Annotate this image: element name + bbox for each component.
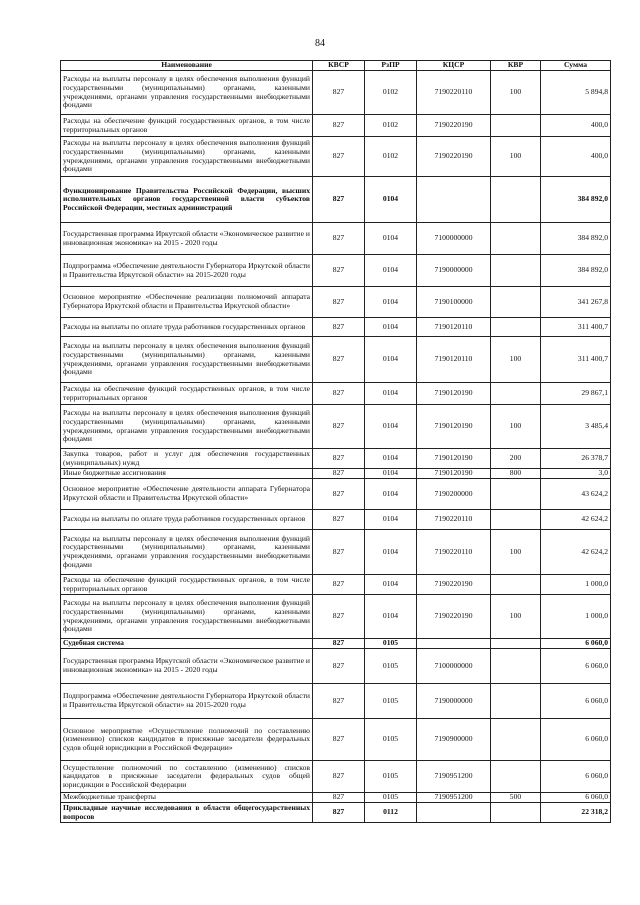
table-row [61,793,611,803]
cell-kvsr: 827 [313,639,365,649]
cell-name: Основное мероприятие «Обеспечение реализации полномочий аппарата Губернатора Иркутской области и Правительства Иркутской области» [61,287,313,318]
cell-sum: 311 400,7 [541,337,611,383]
table-header-row [61,61,611,71]
cell-kvsr: 827 [313,115,365,137]
cell-name: Подпрограмма «Обеспечение деятельности Губернатора Иркутской области и Правительства Иркутской области» на 2015-2020 годы [61,255,313,287]
cell-kvr [491,318,541,337]
cell-kvr: 500 [491,793,541,803]
table-row [61,479,611,510]
table-row [61,71,611,115]
cell-name: Подпрограмма «Обеспечение деятельности Губернатора Иркутской области и Правительства Иркутской области» на 2015-2020 годы [61,684,313,719]
cell-rzpr: 0104 [365,337,417,383]
cell-rzpr: 0104 [365,287,417,318]
cell-rzpr: 0104 [365,530,417,575]
cell-name: Осуществление полномочий по составлению (изменению) списков кандидатов в присяжные заседатели федеральных судов общей юрисдикции в Российской Федерации [61,761,313,793]
cell-rzpr: 0105 [365,719,417,761]
cell-kvr [491,115,541,137]
cell-kvsr: 827 [313,223,365,255]
table-row [61,318,611,337]
cell-kvsr: 827 [313,575,365,595]
cell-kvsr: 827 [313,177,365,223]
cell-kvsr: 827 [313,337,365,383]
cell-rzpr: 0105 [365,793,417,803]
cell-sum: 1 000,0 [541,595,611,639]
cell-kvsr: 827 [313,530,365,575]
table-row [61,510,611,530]
cell-name: Расходы на обеспечение функций государственных органов, в том числе территориальных органов [61,115,313,137]
cell-name: Государственная программа Иркутской области «Экономическое развитие и инновационная экономика» на 2015 - 2020 годы [61,223,313,255]
cell-sum: 5 894,8 [541,71,611,115]
cell-name: Иные бюджетные ассигнования [61,469,313,479]
table-row [61,137,611,177]
cell-kvr [491,649,541,684]
cell-kcsr: 7190220190 [417,595,491,639]
cell-kcsr: 7190220110 [417,510,491,530]
cell-kvr: 100 [491,530,541,575]
table-row [61,177,611,223]
header-name: Наименование [61,61,313,71]
cell-kvr: 100 [491,405,541,449]
cell-rzpr: 0112 [365,803,417,823]
cell-kvr [491,287,541,318]
cell-kvsr: 827 [313,137,365,177]
cell-kvsr: 827 [313,383,365,405]
cell-rzpr: 0104 [365,510,417,530]
cell-sum: 6 060,0 [541,649,611,684]
cell-rzpr: 0104 [365,479,417,510]
table-row [61,383,611,405]
cell-name: Расходы на выплаты персоналу в целях обеспечения выполнения функций государственными (муниципальными) органами, казенными учреждениями, органами управления государственными внебюджетными фондами [61,137,313,177]
cell-kvsr: 827 [313,71,365,115]
cell-name: Расходы на выплаты персоналу в целях обеспечения выполнения функций государственными (муниципальными) органами, казенными учреждениями, органами управления государственными внебюджетными фондами [61,530,313,575]
table-row [61,255,611,287]
cell-kcsr: 7100000000 [417,649,491,684]
header-kcsr: КЦСР [417,61,491,71]
cell-name: Прикладные научные исследования в области общегосударственных вопросов [61,803,313,823]
cell-kcsr [417,803,491,823]
cell-kvsr: 827 [313,719,365,761]
cell-rzpr: 0104 [365,383,417,405]
cell-sum: 6 060,0 [541,719,611,761]
cell-kvr [491,719,541,761]
table-row [61,803,611,823]
cell-sum: 29 867,1 [541,383,611,405]
cell-kcsr: 7190000000 [417,684,491,719]
cell-kvsr: 827 [313,510,365,530]
cell-kcsr: 7190000000 [417,255,491,287]
cell-rzpr: 0104 [365,177,417,223]
cell-name: Расходы на выплаты по оплате труда работников государственных органов [61,318,313,337]
cell-sum: 26 378,7 [541,449,611,469]
cell-kvr [491,684,541,719]
cell-name: Расходы на выплаты персоналу в целях обеспечения выполнения функций государственными (муниципальными) органами, казенными учреждениями, органами управления государственными внебюджетными фондами [61,71,313,115]
cell-sum: 311 400,7 [541,318,611,337]
cell-kvsr: 827 [313,479,365,510]
header-rzpr: РзПР [365,61,417,71]
cell-kvsr: 827 [313,449,365,469]
cell-kvr: 200 [491,449,541,469]
table-body [61,71,611,823]
cell-kvsr: 827 [313,649,365,684]
cell-kvsr: 827 [313,469,365,479]
cell-kvr [491,510,541,530]
cell-rzpr: 0104 [365,318,417,337]
cell-sum: 42 624,2 [541,510,611,530]
table-row [61,530,611,575]
cell-kcsr: 7190220190 [417,575,491,595]
cell-kvsr: 827 [313,287,365,318]
cell-kcsr: 7190120190 [417,405,491,449]
cell-name: Расходы на выплаты персоналу в целях обеспечения выполнения функций государственными (муниципальными) органами, казенными учреждениями, органами управления государственными внебюджетными фондами [61,595,313,639]
cell-sum: 43 624,2 [541,479,611,510]
cell-kvsr: 827 [313,255,365,287]
cell-kvsr: 827 [313,318,365,337]
cell-rzpr: 0105 [365,639,417,649]
cell-kvr: 100 [491,71,541,115]
cell-sum: 3 485,4 [541,405,611,449]
header-kvsr: КВСР [313,61,365,71]
cell-kvsr: 827 [313,793,365,803]
cell-rzpr: 0102 [365,71,417,115]
cell-kvr: 100 [491,337,541,383]
cell-kcsr: 7190120190 [417,449,491,469]
cell-kvr [491,803,541,823]
cell-name: Основное мероприятие «Осуществление полномочий по составлению (изменению) списков кандидатов в присяжные заседатели федеральных судов общей юрисдикции в Российской Федерации» [61,719,313,761]
cell-rzpr: 0104 [365,405,417,449]
cell-kvsr: 827 [313,761,365,793]
cell-kvsr: 827 [313,684,365,719]
cell-sum: 6 060,0 [541,684,611,719]
cell-name: Государственная программа Иркутской области «Экономическое развитие и инновационная экономика» на 2015 - 2020 годы [61,649,313,684]
budget-table [60,60,611,823]
cell-kvr: 100 [491,595,541,639]
cell-kvr [491,479,541,510]
cell-sum: 6 060,0 [541,761,611,793]
cell-kcsr: 7190200000 [417,479,491,510]
cell-kvr [491,223,541,255]
cell-kvr [491,575,541,595]
cell-kcsr: 7190120190 [417,383,491,405]
cell-kcsr: 7190220110 [417,71,491,115]
cell-sum: 384 892,0 [541,255,611,287]
cell-kcsr: 7100000000 [417,223,491,255]
table-row [61,405,611,449]
cell-rzpr: 0104 [365,469,417,479]
cell-kcsr: 7190220190 [417,137,491,177]
table-row [61,639,611,649]
cell-rzpr: 0105 [365,761,417,793]
cell-sum: 6 060,0 [541,639,611,649]
cell-sum: 384 892,0 [541,177,611,223]
cell-kvr: 800 [491,469,541,479]
table-row [61,223,611,255]
table-row [61,575,611,595]
cell-sum: 400,0 [541,115,611,137]
table-row [61,761,611,793]
cell-rzpr: 0102 [365,115,417,137]
cell-name: Расходы на выплаты по оплате труда работников государственных органов [61,510,313,530]
header-kvr: КВР [491,61,541,71]
table-row [61,337,611,383]
table-row [61,287,611,318]
cell-sum: 6 060,0 [541,793,611,803]
cell-rzpr: 0104 [365,255,417,287]
cell-kcsr: 7190120110 [417,337,491,383]
cell-name: Межбюджетные трансферты [61,793,313,803]
table-row [61,595,611,639]
cell-kvsr: 827 [313,803,365,823]
cell-sum: 3,0 [541,469,611,479]
cell-kvr [491,383,541,405]
cell-sum: 400,0 [541,137,611,177]
cell-name: Закупка товаров, работ и услуг для обеспечения государственных (муниципальных) нужд [61,449,313,469]
header-sum: Сумма [541,61,611,71]
cell-sum: 42 624,2 [541,530,611,575]
cell-kvr: 100 [491,137,541,177]
cell-name: Расходы на обеспечение функций государственных органов, в том числе территориальных органов [61,575,313,595]
cell-rzpr: 0104 [365,595,417,639]
cell-rzpr: 0104 [365,575,417,595]
table-row [61,649,611,684]
page-number: 84 [315,38,325,49]
cell-kcsr: 7190220110 [417,530,491,575]
cell-kcsr: 7190900000 [417,719,491,761]
cell-kcsr: 7190951200 [417,761,491,793]
cell-rzpr: 0102 [365,137,417,177]
cell-kvsr: 827 [313,405,365,449]
cell-name: Судебная система [61,639,313,649]
table-row [61,469,611,479]
cell-name: Функционирование Правительства Российской Федерации, высших исполнительных органов государственной власти субъектов Российской Федерации, местных администраций [61,177,313,223]
cell-kvr [491,761,541,793]
cell-name: Расходы на выплаты персоналу в целях обеспечения выполнения функций государственными (муниципальными) органами, казенными учреждениями, органами управления государственными внебюджетными фондами [61,405,313,449]
cell-sum: 384 892,0 [541,223,611,255]
cell-kvsr: 827 [313,595,365,639]
table-row [61,115,611,137]
cell-kcsr: 7190120110 [417,318,491,337]
cell-kvr [491,255,541,287]
cell-sum: 1 000,0 [541,575,611,595]
cell-sum: 341 267,8 [541,287,611,318]
cell-kcsr: 7190220190 [417,115,491,137]
cell-sum: 22 318,2 [541,803,611,823]
cell-kvr [491,639,541,649]
cell-kcsr: 7190120190 [417,469,491,479]
table-row [61,684,611,719]
cell-name: Расходы на выплаты персоналу в целях обеспечения выполнения функций государственными (муниципальными) органами, казенными учреждениями, органами управления государственными внебюджетными фондами [61,337,313,383]
table-row [61,719,611,761]
cell-kvr [491,177,541,223]
cell-rzpr: 0104 [365,449,417,469]
cell-kcsr: 7190951200 [417,793,491,803]
cell-kcsr [417,177,491,223]
table-row [61,449,611,469]
cell-rzpr: 0105 [365,649,417,684]
cell-kcsr: 7190100000 [417,287,491,318]
cell-name: Основное мероприятие «Обеспечение деятельности аппарата Губернатора Иркутской области и Правительства Иркутской области» [61,479,313,510]
cell-rzpr: 0105 [365,684,417,719]
cell-name: Расходы на обеспечение функций государственных органов, в том числе территориальных органов [61,383,313,405]
cell-rzpr: 0104 [365,223,417,255]
cell-kcsr [417,639,491,649]
